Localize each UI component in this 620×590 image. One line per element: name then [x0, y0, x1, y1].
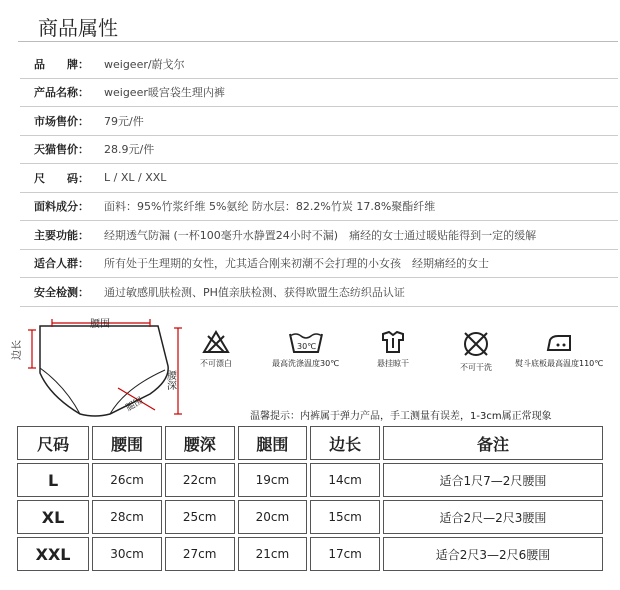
care-item: [377, 330, 409, 369]
attribute-value: 79元/件: [104, 114, 144, 128]
hang-dry-icon: [379, 330, 407, 354]
depth-label: 腰深: [164, 370, 176, 390]
table-cell: 15cm: [310, 500, 380, 534]
care-item: [515, 330, 603, 369]
table-cell: 适合2尺3—2尺6腰围: [383, 537, 603, 571]
header-cell: 腿围: [238, 426, 308, 460]
attribute-value: weigeer/蔚戈尔: [104, 57, 185, 71]
header-cell: 备注: [383, 426, 603, 460]
attribute-value: weigeer暖宫袋生理内裤: [104, 86, 225, 100]
no-bleach-icon: [202, 330, 230, 354]
table-cell: 20cm: [238, 500, 308, 534]
table-cell: 27cm: [165, 537, 235, 571]
leg-label: 腿围: [124, 395, 146, 414]
attribute-label: 品 牌：: [34, 57, 89, 71]
table-cell: 26cm: [92, 463, 162, 497]
care-label: 最高洗涤温度30℃: [272, 359, 340, 368]
care-item: [460, 330, 492, 373]
attribute-row: [20, 278, 618, 307]
attribute-value: 通过敏感肌肤检测、PH值亲肤检测、获得欧盟生态纺织品认证: [104, 285, 405, 299]
care-label: 不可漂白: [200, 359, 232, 368]
attribute-value: 28.9元/件: [104, 143, 155, 157]
attribute-row: [20, 50, 618, 79]
table-cell: 14cm: [310, 463, 380, 497]
table-cell: 25cm: [165, 500, 235, 534]
care-item: [200, 330, 232, 369]
leg-opening-curve: [40, 368, 80, 414]
table-cell: 21cm: [238, 537, 308, 571]
attribute-label: 适合人群：: [34, 257, 89, 271]
attribute-label: 市场售价：: [34, 114, 89, 128]
attribute-label: 尺 码：: [34, 171, 89, 185]
attribute-row: [20, 250, 618, 279]
wash-30-icon: [288, 330, 324, 354]
attribute-row: [20, 221, 618, 250]
care-label: 不可干洗: [460, 363, 492, 372]
attribute-row: [20, 79, 618, 108]
table-cell: 30cm: [92, 537, 162, 571]
attribute-row: [20, 107, 618, 136]
attribute-value: L / XL / XXL: [104, 171, 167, 185]
table-row: [17, 537, 603, 571]
table-cell: 适合2尺—2尺3腰围: [383, 500, 603, 534]
table-row: [17, 463, 603, 497]
care-label: 熨斗底板最高温度110℃: [515, 359, 604, 368]
attribute-label: 产品名称：: [34, 86, 89, 100]
attribute-table: [20, 50, 618, 307]
attribute-row: [20, 136, 618, 165]
care-label: 悬挂晾干: [377, 359, 409, 368]
no-dry-clean-icon: [462, 330, 490, 358]
side-length-label: 边长: [12, 340, 23, 360]
attribute-value: 面料：95%竹浆纤维 5%氨纶 防水层：82.2%竹炭 17.8%聚酯纤维: [104, 200, 436, 214]
attribute-label: 天猫售价：: [34, 143, 89, 157]
size-cell: L: [17, 463, 89, 497]
table-cell: 17cm: [310, 537, 380, 571]
waist-label: 腰围: [90, 319, 110, 330]
size-cell: XL: [17, 500, 89, 534]
attribute-label: 面料成分：: [34, 200, 89, 214]
table-cell: 22cm: [165, 463, 235, 497]
header-cell: 尺码: [17, 426, 89, 460]
measurement-tip: 温馨提示：内裤属于弹力产品，手工测量有误差，1-3cm属正常现象: [250, 411, 552, 422]
page-title: 商品属性: [38, 16, 118, 40]
attribute-value: 经期透气防漏 (一杯100毫升水静置24小时不漏) 痛经的女士通过暖贴能得到一定的缓解: [104, 228, 537, 242]
attribute-label: 主要功能：: [34, 228, 89, 242]
size-table-header: [17, 426, 603, 460]
iron-icon: [544, 330, 574, 354]
care-item: [272, 330, 339, 369]
attribute-row: [20, 193, 618, 222]
size-cell: XXL: [17, 537, 89, 571]
table-row: [17, 500, 603, 534]
table-cell: 19cm: [238, 463, 308, 497]
size-table: [14, 423, 606, 574]
header-cell: 腰深: [165, 426, 235, 460]
wash-temp: 30℃: [296, 342, 316, 351]
panty-outline: [40, 326, 168, 416]
header-cell: 边长: [310, 426, 380, 460]
title-divider: [18, 41, 618, 42]
attribute-label: 安全检测：: [34, 285, 89, 299]
header-cell: 腰围: [92, 426, 162, 460]
table-cell: 适合1尺7—2尺腰围: [383, 463, 603, 497]
table-cell: 28cm: [92, 500, 162, 534]
attribute-value: 所有处于生理期的女性，尤其适合刚来初潮不会打理的小女孩 经期痛经的女士: [104, 257, 489, 271]
attribute-row: [20, 164, 618, 193]
